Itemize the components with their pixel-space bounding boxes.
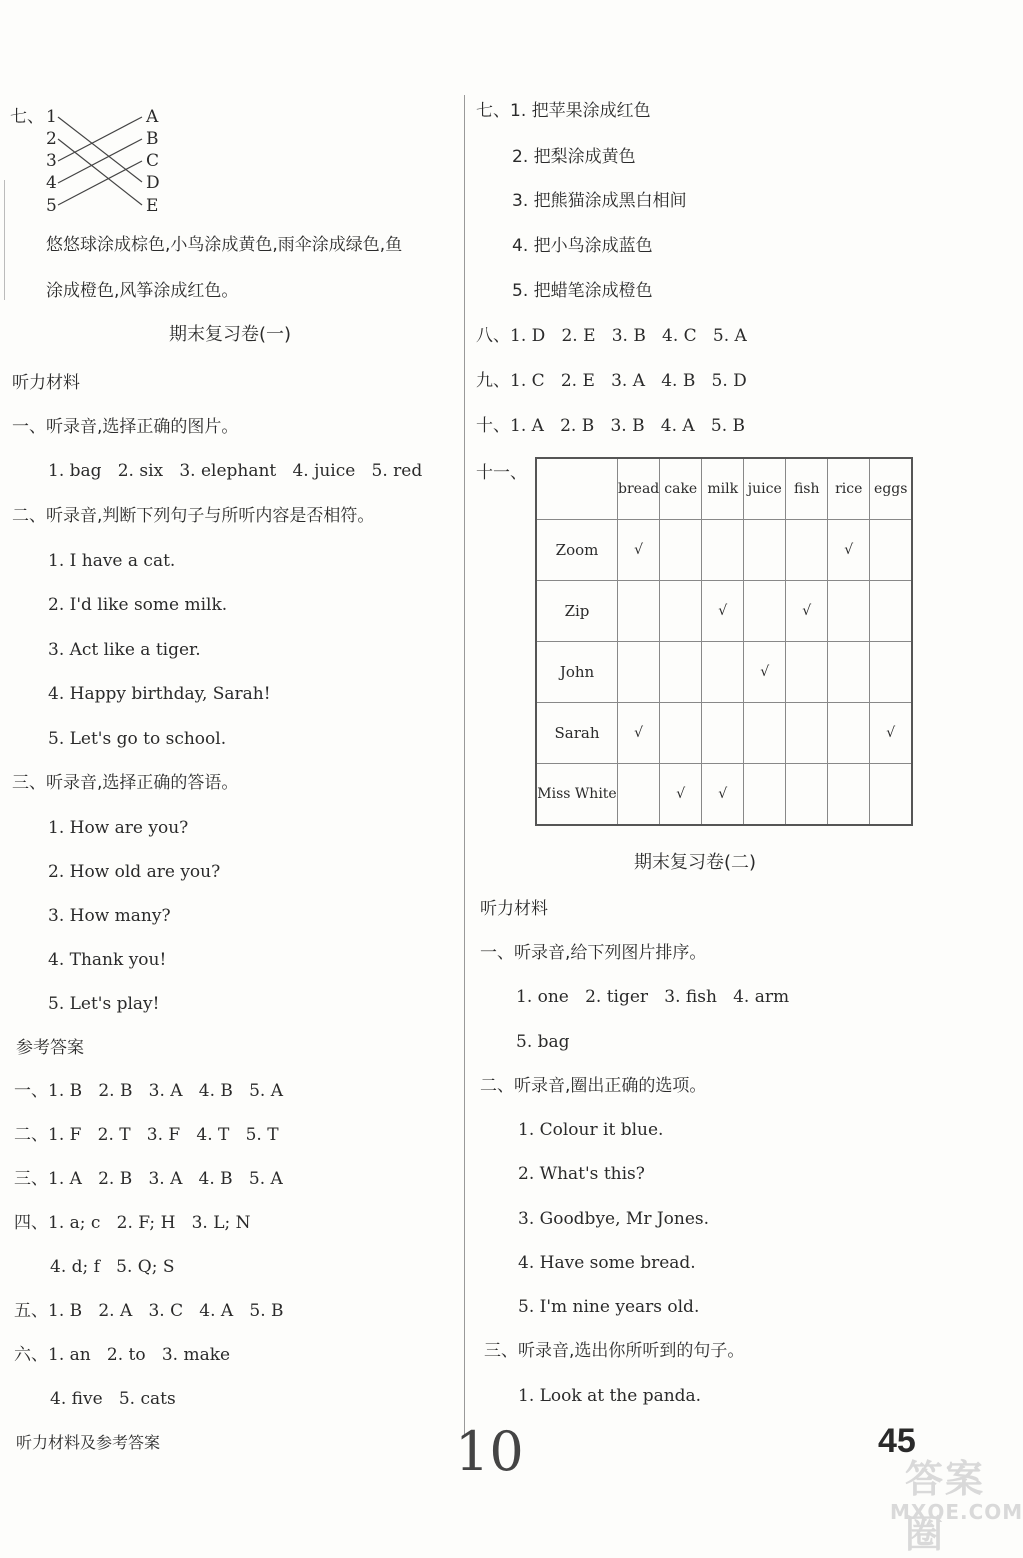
answer-row: 九、1. C 2. E 3. A 4. B 5. D [476, 371, 747, 391]
handwritten-number: 10 [455, 1420, 524, 1483]
match-letter: E [146, 196, 159, 216]
table-cell [702, 642, 744, 703]
answers-title: 参考答案 [16, 1038, 84, 1058]
table-corner [536, 458, 618, 520]
list-item: 4. Thank you! [48, 950, 167, 970]
answer-row: 一、1. B 2. B 3. A 4. B 5. A [14, 1081, 283, 1101]
column-header: cake [660, 458, 702, 520]
table-cell: √ [870, 703, 913, 764]
q3-title: 三、听录音,选出你所听到的句子。 [484, 1341, 745, 1361]
table-cell [744, 520, 786, 581]
list-item: 1. How are you? [48, 818, 189, 838]
list-item: 2. What's this? [518, 1164, 645, 1184]
table-cell [870, 642, 913, 703]
table-cell [786, 703, 828, 764]
list-item: 5. I'm nine years old. [518, 1297, 700, 1317]
answer-row: 十、1. A 2. B 3. B 4. A 5. B [476, 416, 745, 436]
r7-item: 5. 把蜡笔涂成橙色 [512, 281, 653, 301]
list-item: 5. bag [516, 1032, 570, 1052]
s7-text-2: 涂成橙色,风筝涂成红色。 [46, 281, 239, 301]
match-num: 4 [46, 173, 57, 193]
list-item: 1. one 2. tiger 3. fish 4. arm [516, 987, 790, 1007]
list-item: 2. I'd like some milk. [48, 595, 228, 615]
footer-label: 听力材料及参考答案 [16, 1433, 161, 1452]
answer-row: 五、1. B 2. A 3. C 4. A 5. B [14, 1301, 284, 1321]
table-cell [618, 764, 660, 826]
list-item: 4. Have some bread. [518, 1253, 696, 1273]
column-header: juice [744, 458, 786, 520]
list-item: 3. Act like a tiger. [48, 640, 201, 660]
table-header-row [536, 458, 912, 520]
q1-title: 一、听录音,选择正确的图片。 [12, 417, 239, 437]
column-divider [464, 95, 465, 1435]
match-letter: D [146, 173, 160, 193]
listening-title: 听力材料 [12, 373, 80, 393]
table-cell: √ [702, 581, 744, 642]
row-header: Zip [536, 581, 618, 642]
table-row [536, 764, 912, 826]
table-cell [786, 642, 828, 703]
table-cell [870, 764, 913, 826]
match-letter: A [146, 107, 159, 127]
table-cell: √ [744, 642, 786, 703]
table-cell [618, 581, 660, 642]
list-item: 1. I have a cat. [48, 551, 176, 571]
table-cell [828, 764, 870, 826]
table-cell [660, 642, 702, 703]
r7-item: 2. 把梨涂成黄色 [512, 147, 636, 167]
match-num: 3 [46, 151, 57, 171]
q2-title: 二、听录音,圈出正确的选项。 [480, 1076, 707, 1096]
match-num: 5 [46, 196, 57, 216]
r7-item: 七、1. 把苹果涂成红色 [476, 101, 651, 121]
q3-title: 三、听录音,选择正确的答语。 [12, 773, 239, 793]
answer-row: 三、1. A 2. B 3. A 4. B 5. A [14, 1169, 283, 1189]
table-cell [660, 520, 702, 581]
section-title-2: 期末复习卷(二) [633, 852, 757, 873]
answer-row: 八、1. D 2. E 3. B 4. C 5. A [476, 326, 747, 346]
match-letter: C [146, 151, 160, 171]
column-header: bread [618, 458, 660, 520]
q2-title: 二、听录音,判断下列句子与所听内容是否相符。 [12, 506, 375, 526]
table-cell [744, 764, 786, 826]
table-cell [786, 764, 828, 826]
table-cell [702, 520, 744, 581]
food-table [535, 457, 913, 826]
column-header: fish [786, 458, 828, 520]
table-cell: √ [618, 703, 660, 764]
column-header: eggs [870, 458, 913, 520]
table-cell: √ [786, 581, 828, 642]
table-cell [786, 520, 828, 581]
table-cell: √ [660, 764, 702, 826]
q1-title: 一、听录音,给下列图片排序。 [480, 943, 707, 963]
s7-text-1: 悠悠球涂成棕色,小鸟涂成黄色,雨伞涂成绿色,鱼 [46, 235, 403, 255]
s11-label: 十一、 [476, 463, 527, 483]
table-cell [870, 581, 913, 642]
list-item: 4. Happy birthday, Sarah! [48, 684, 271, 704]
list-item: 3. How many? [48, 906, 171, 926]
table-cell: √ [618, 520, 660, 581]
row-header: Miss White [536, 764, 618, 826]
table-row [536, 581, 912, 642]
match-letter: B [146, 129, 159, 149]
section-title-1: 期末复习卷(一) [168, 324, 292, 345]
watermark-url: MXQE.COM [890, 1500, 1023, 1524]
table-cell [702, 703, 744, 764]
table-row [536, 520, 912, 581]
answer-row: 四、1. a; c 2. F; H 3. L; N [14, 1213, 251, 1233]
table-cell [660, 581, 702, 642]
s7-label: 七、 [10, 107, 44, 127]
row-header: John [536, 642, 618, 703]
match-num: 1 [46, 107, 57, 127]
list-item: 5. Let's play! [48, 994, 160, 1014]
list-item: 2. How old are you? [48, 862, 221, 882]
match-num: 2 [46, 129, 57, 149]
answer-row: 六、1. an 2. to 3. make [14, 1345, 231, 1365]
q1-items: 1. bag 2. six 3. elephant 4. juice 5. red [48, 461, 423, 481]
table-cell: √ [828, 520, 870, 581]
matching-lines [0, 100, 160, 210]
page-number: 45 [878, 1422, 916, 1460]
table-cell [828, 703, 870, 764]
table-cell [744, 703, 786, 764]
table-cell [828, 642, 870, 703]
r7-item: 4. 把小鸟涂成蓝色 [512, 236, 653, 256]
table-cell [744, 581, 786, 642]
table-cell [828, 581, 870, 642]
row-header: Sarah [536, 703, 618, 764]
answer-row: 二、1. F 2. T 3. F 4. T 5. T [14, 1125, 279, 1145]
table-row [536, 703, 912, 764]
list-item: 1. Colour it blue. [518, 1120, 664, 1140]
answer-row: 4. five 5. cats [50, 1389, 176, 1409]
column-header: rice [828, 458, 870, 520]
answer-row: 4. d; f 5. Q; S [50, 1257, 175, 1277]
listening-title: 听力材料 [480, 899, 548, 919]
list-item: 5. Let's go to school. [48, 729, 227, 749]
table-row [536, 642, 912, 703]
row-header: Zoom [536, 520, 618, 581]
list-item: 1. Look at the panda. [518, 1386, 702, 1406]
table-cell [618, 642, 660, 703]
list-item: 3. Goodbye, Mr Jones. [518, 1209, 710, 1229]
table-cell [660, 703, 702, 764]
table-cell: √ [702, 764, 744, 826]
r7-item: 3. 把熊猫涂成黑白相间 [512, 191, 687, 211]
watermark-logo: 答案圈 [905, 1457, 986, 1556]
column-header: milk [702, 458, 744, 520]
table-cell [870, 520, 913, 581]
